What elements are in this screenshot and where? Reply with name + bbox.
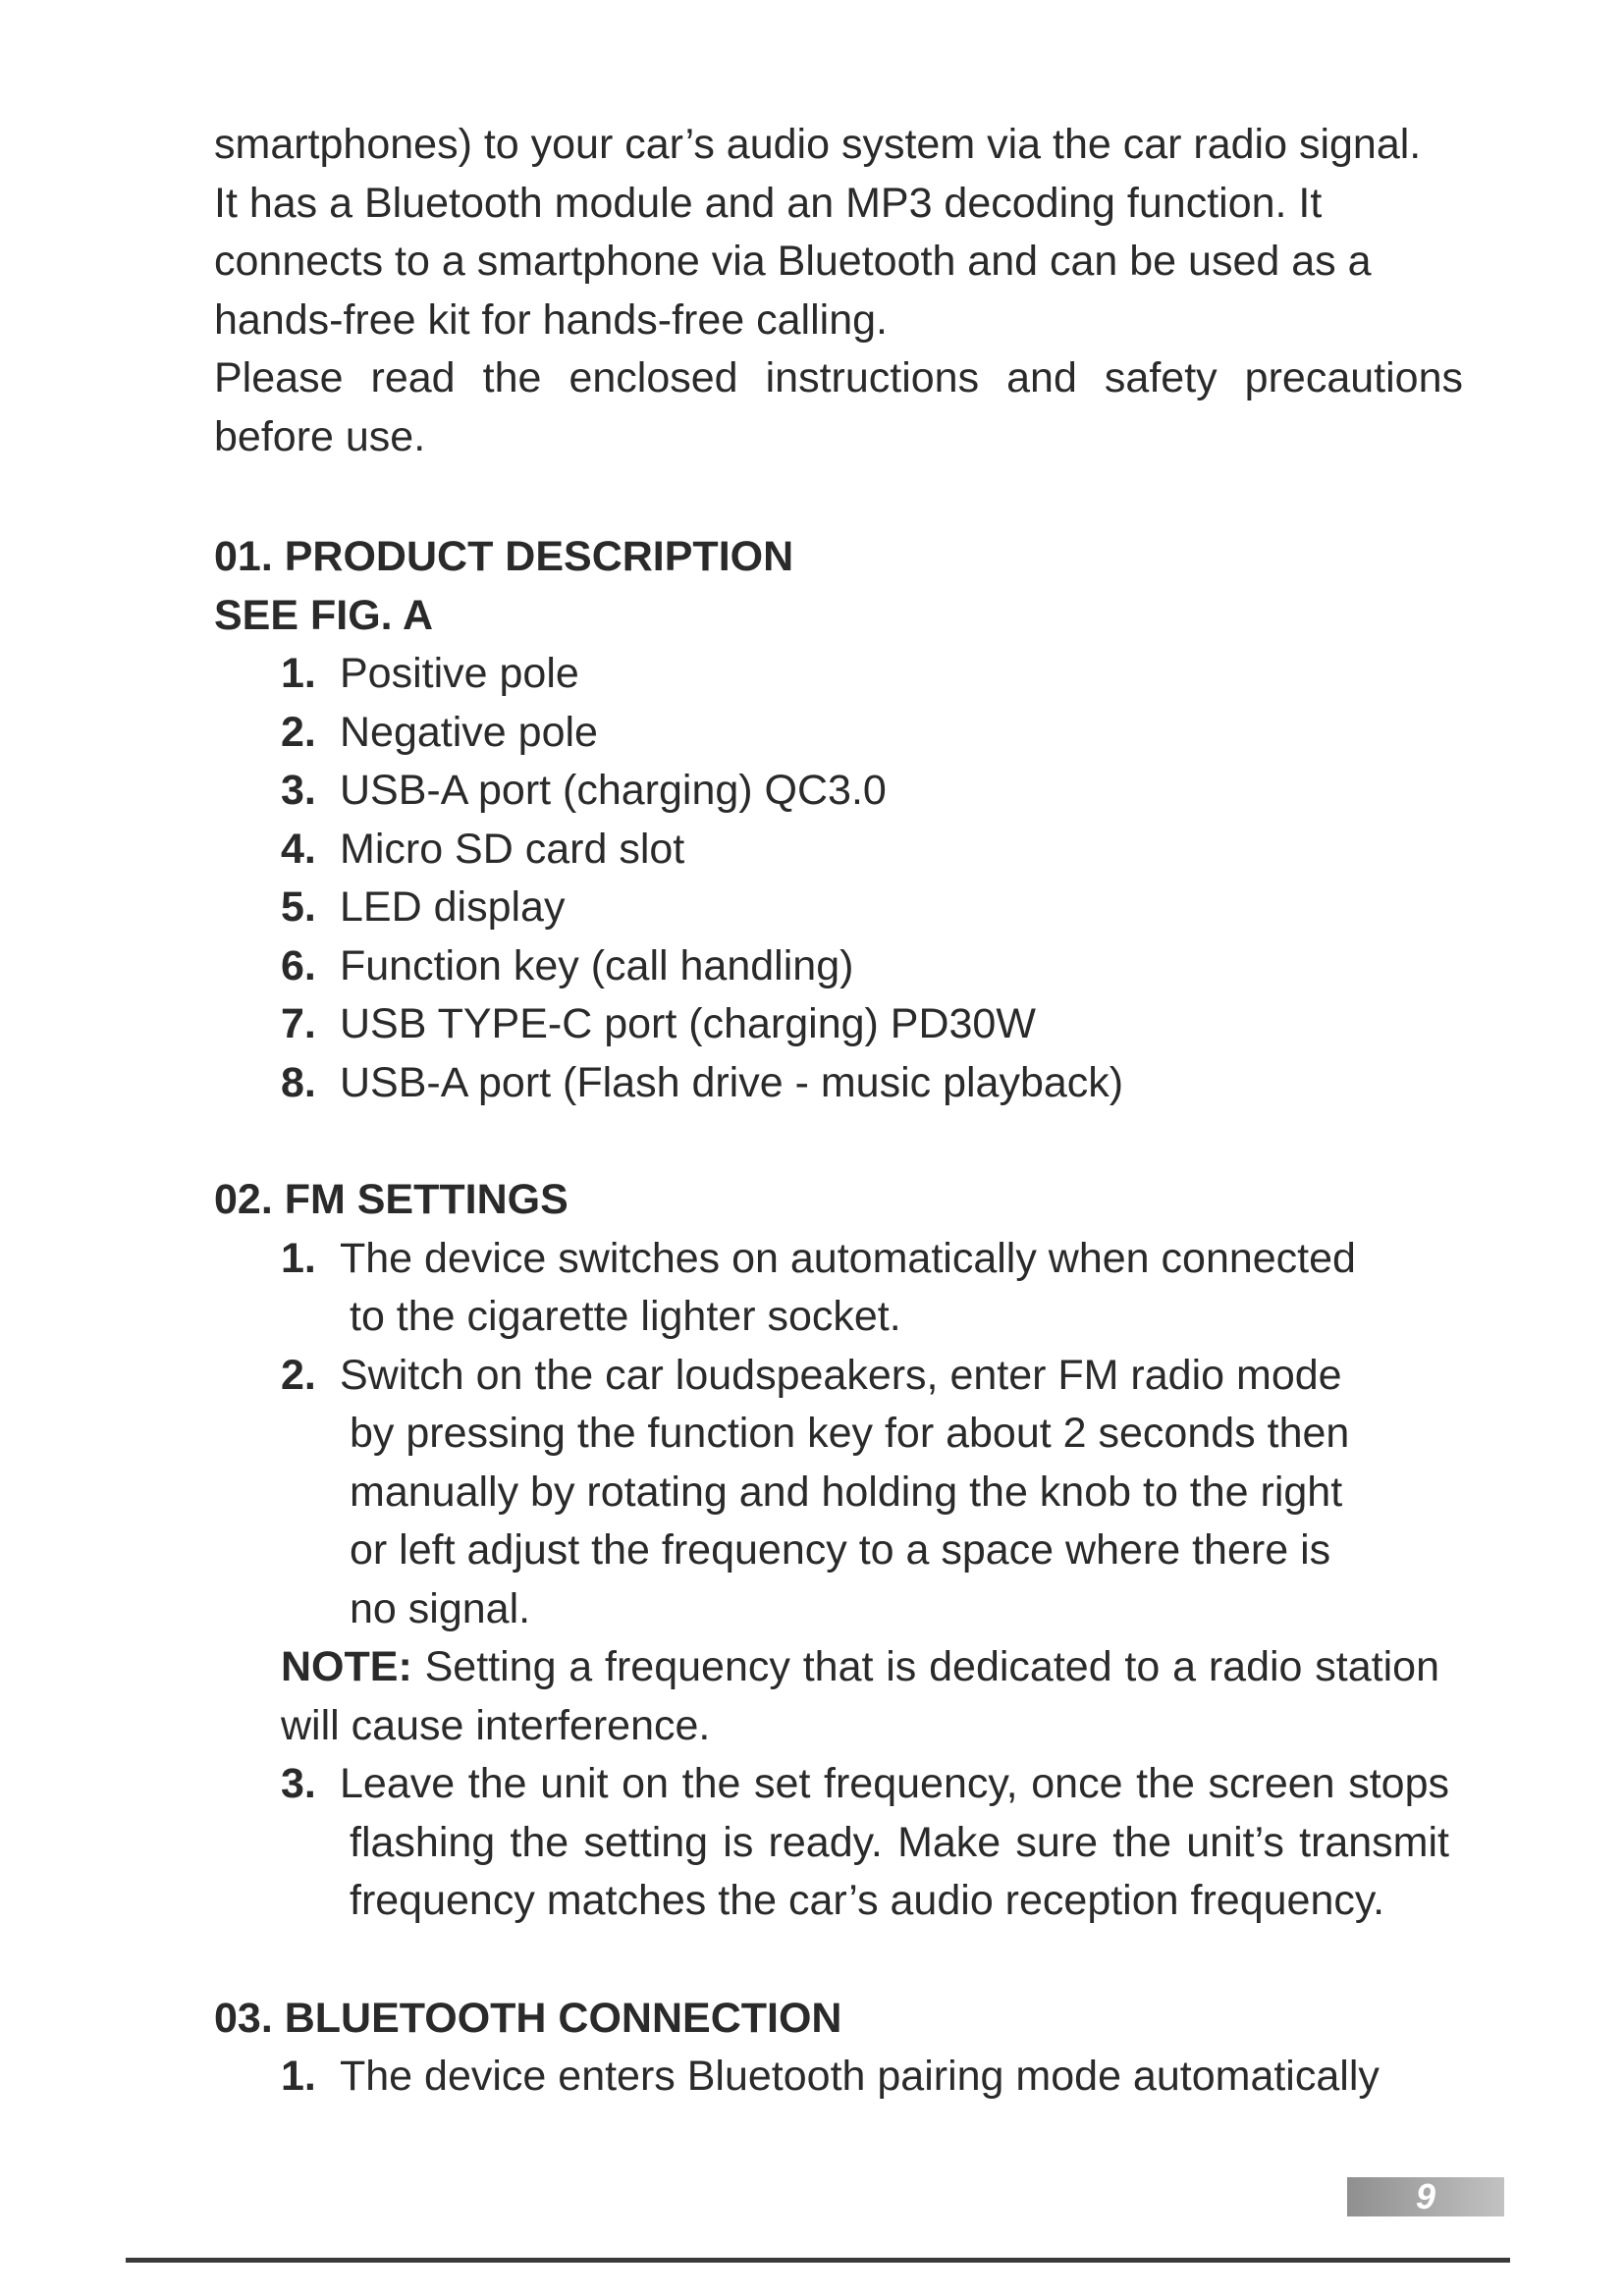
list-item xyxy=(214,645,1463,704)
step-text: Leave the unit on the set frequency, once the screen stops flashing the setting is ready. Make sure the unit’s transmit frequency matches the car’s audio reception frequency. xyxy=(340,1760,1449,1924)
step-line: The device switches on automatically when connected xyxy=(340,1234,1356,1282)
item-number: 6. xyxy=(281,941,316,989)
footer-rule xyxy=(126,2258,1510,2263)
step-number: 1. xyxy=(281,1234,316,1282)
intro-line: smartphones) to your car’s audio system via the car radio signal. xyxy=(214,121,1422,168)
step-number: 2. xyxy=(281,1351,316,1399)
fig-reference: SEE FIG. A xyxy=(214,591,433,639)
section-heading-bluetooth-connection: 03. BLUETOOTH CONNECTION xyxy=(214,1994,842,2042)
note-label: NOTE: xyxy=(281,1643,412,1690)
item-text: Function key (call handling) xyxy=(340,941,854,989)
item-text: USB TYPE-C port (charging) PD30W xyxy=(340,1000,1036,1047)
item-text: LED display xyxy=(340,883,566,931)
step-line: The device enters Bluetooth pairing mode automatically xyxy=(340,2053,1380,2100)
step-item xyxy=(214,2048,1449,2107)
list-item xyxy=(214,995,1463,1054)
fm-note xyxy=(214,1638,1439,1755)
step-line: Switch on the car loudspeakers, enter FM radio mode xyxy=(340,1351,1342,1399)
item-text: Micro SD card slot xyxy=(340,825,685,873)
page-number: 9 xyxy=(1415,2176,1436,2216)
step-line: or left adjust the frequency to a space where there is xyxy=(350,1526,1331,1574)
item-number: 5. xyxy=(281,883,316,931)
step-item xyxy=(214,1230,1449,1347)
item-text: Positive pole xyxy=(340,650,579,697)
intro-line: It has a Bluetooth module and an MP3 decoding function. It xyxy=(214,179,1323,227)
section-heading-fm-settings: 02. FM SETTINGS xyxy=(214,1176,568,1223)
step-line: no signal. xyxy=(350,1584,531,1632)
step-line: manually by rotating and holding the knob to the right xyxy=(350,1468,1343,1516)
item-number: 4. xyxy=(281,825,316,873)
step-item xyxy=(214,1755,1449,1931)
list-item xyxy=(214,937,1463,996)
list-item xyxy=(214,762,1463,821)
fm-steps xyxy=(214,1230,1463,1639)
list-item xyxy=(214,879,1463,937)
item-text: Negative pole xyxy=(340,708,598,756)
list-item xyxy=(214,704,1463,763)
intro-line: hands-free kit for hands-free calling. xyxy=(214,295,888,344)
item-number: 8. xyxy=(281,1058,316,1106)
read-notice: Please read the enclosed instructions and safety precautions before use. xyxy=(214,354,1463,460)
step-number: 1. xyxy=(281,2053,316,2100)
intro-line: connects to a smartphone via Bluetooth and can be used as a xyxy=(214,238,1372,285)
item-number: 2. xyxy=(281,708,316,756)
list-item xyxy=(214,1054,1463,1113)
fm-steps-continued xyxy=(214,1755,1463,1931)
step-line: to the cigarette lighter socket. xyxy=(350,1293,901,1340)
note-text: Setting a frequency that is dedicated to a radio station will cause interference. xyxy=(281,1643,1439,1749)
product-parts-list xyxy=(214,645,1463,1112)
page-number-tab xyxy=(1347,2177,1504,2216)
page-content xyxy=(214,116,1463,2107)
item-number: 3. xyxy=(281,767,316,814)
list-item xyxy=(214,821,1463,880)
item-number: 1. xyxy=(281,650,316,697)
step-item xyxy=(214,1347,1449,1639)
item-number: 7. xyxy=(281,1000,316,1047)
step-number: 3. xyxy=(281,1760,316,1807)
section-heading-product-description: 01. PRODUCT DESCRIPTION xyxy=(214,533,794,580)
step-line: by pressing the function key for about 2 seconds then xyxy=(350,1410,1350,1457)
item-text: USB-A port (charging) QC3.0 xyxy=(340,767,887,814)
item-text: USB-A port (Flash drive - music playback) xyxy=(340,1058,1124,1106)
bluetooth-steps xyxy=(214,2048,1463,2107)
